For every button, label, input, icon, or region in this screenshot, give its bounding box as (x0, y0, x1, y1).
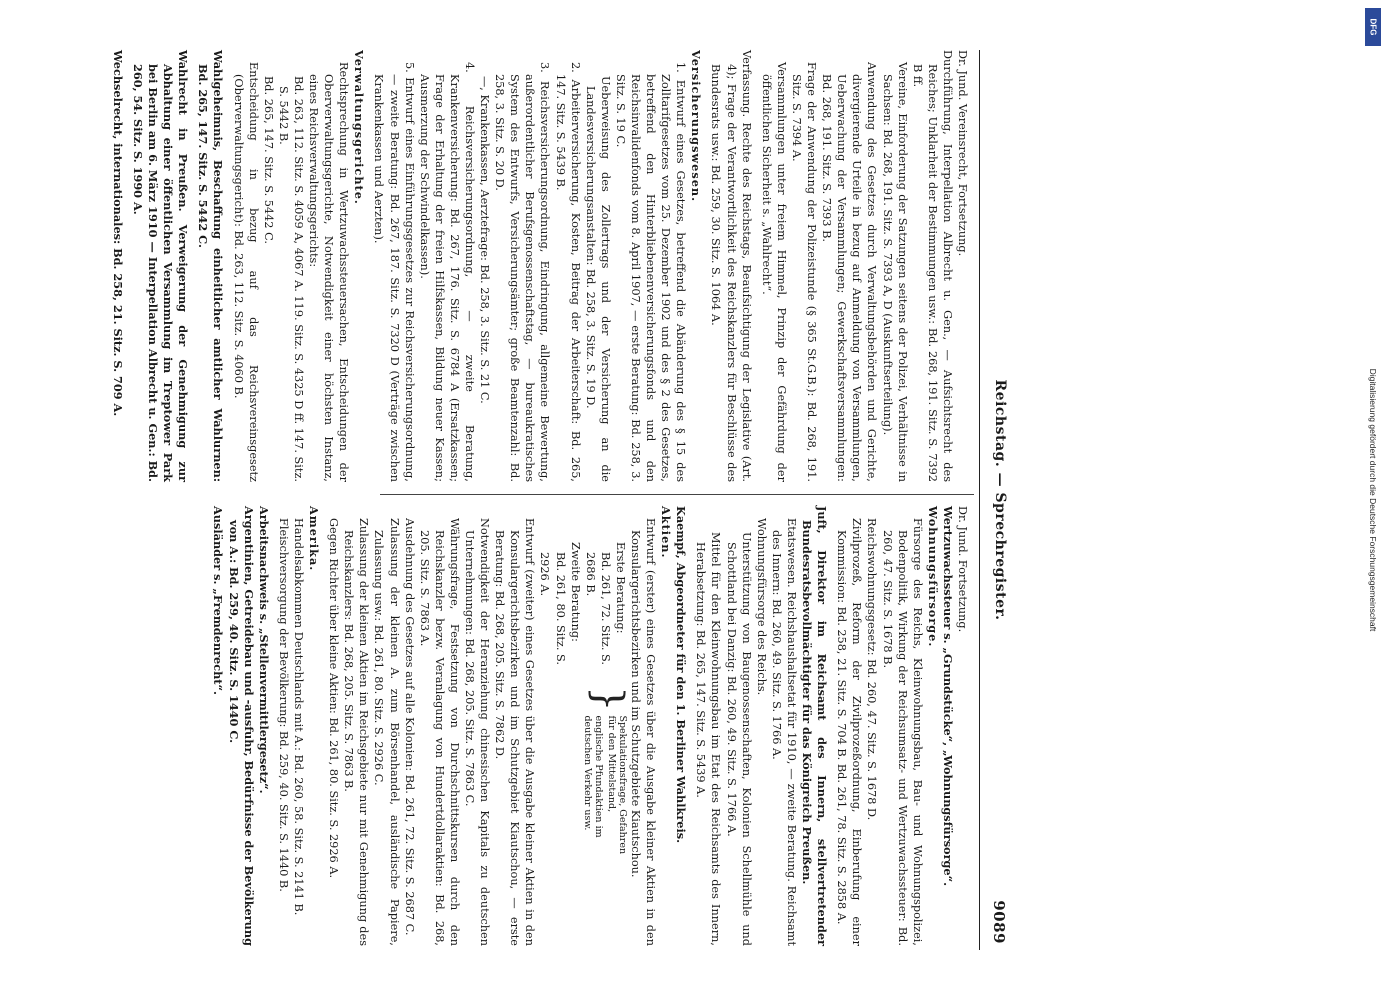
register-heading: Verwaltungsgerichte. (352, 50, 367, 205)
register-entry: Argentinien, Getreidebau und -ausfuhr, Bedürfnisse der Bevölkerung von A.: Bd. 259, 40. Sitz. S. 1440 C. (226, 506, 256, 946)
register-entry: Ausdehnung des Gesetzes auf alle Kolonien: Bd. 261, 72. Sitz. S. 2687 C. (402, 518, 416, 936)
speaker-entry: Juft, Direktor im Reichsamt des Innern, stellvertretender Bundesratsbevollmächtigter für das Königreich Preußen. (800, 506, 830, 946)
curly-brace-icon: } (584, 686, 631, 712)
register-entry: Ueberweisung des Zollertrags und der Versicherung an die Landesversicherungsanstalten: Bd. 258, 3. Sitz. S. 19 D. (583, 76, 612, 482)
dfg-logo (1365, 8, 1381, 46)
speaker-entry: Kaempf, Abgeordneter für den 1. Berliner Wahlkreis. (674, 506, 689, 844)
reading-list (537, 542, 628, 682)
right-column (210, 506, 970, 946)
register-entry: Notwendigkeit der Heranziehung chinesischen Kapitals zu deutschen Unternehmungen: Bd. 268, 205. Sitz. S. 7863 C. (463, 518, 492, 946)
register-entry: Anwendung des Gesetzes durch Verwaltungsbehörden und Gerichte, divergierende Urteile in bezug auf Anmeldung von Versammlungen, Ueberwachung der Versammlungen; Gewerkschaftsversammlungen: Bd. 268, 191. Sitz. S. 7393 B. (820, 62, 879, 482)
register-entry: Gegen Richter über kleine Aktien: Bd. 261, 80. Sitz. S. 2926 A. (327, 518, 341, 879)
first-reading-label: Erste Beratung: (613, 542, 627, 634)
register-heading: Aktien. (659, 506, 674, 559)
right-speaker-line: Dr. Jund. Fortsetzung. (956, 506, 969, 633)
rotated-page (110, 50, 1012, 950)
register-entry: Mittel für den Kleinwohnungsbau im Etat des Reichsamts des Innern, Herabsetzung: Bd. 265, 147. Sitz. S. 5439 A. (694, 532, 723, 946)
register-entry: 5. Entwurf eines Einführungsgesetzes zur Reichsversicherungsordnung, — zweite Beratung: Bd. 267, 187. Sitz. S. 7320 D (Verträge zwischen Krankenkassen und Aerzten). (372, 62, 416, 482)
register-entry: Entwurf (zweiter) eines Gesetzes über die Ausgabe kleiner Aktien in den Konsulargerichtsbezirken und im Schutzgebiet Kiautschou, — erste Beratung: Bd. 268, 205. Sitz. S. 7862 D. (493, 518, 537, 946)
register-entry: Bd. 265, 147. Sitz. S. 5442 C. (261, 76, 275, 244)
register-entry: Bd. 263, 112. Sitz. S. 4059 A, 4067 A. 119. Sitz. S. 4325 D ff. 147. Sitz. S. 5442 B. (276, 76, 305, 482)
register-entry: Rechtsprechung in Wertzuwachssteuersachen, Entscheidungen der Oberverwaltungsgerichte, Notwendigkeit einer höchsten Instanz, eines Reichsverwaltungsgerichts: (307, 62, 351, 482)
register-entry: Zulassung der kleinen A. zum Börsenhandel, ausländische Papiere, Zulassung usw.: Bd. 261, 80. Sitz. S. 2926 C. (372, 518, 401, 946)
register-entry: Wahlgeheimnis, Beschaffung einheitlicher amtlicher Wahlurnen: Bd. 265, 147. Sitz. S. 5442 C. (196, 50, 226, 482)
register-entry: Frage der Anwendung der Polizeistunde (§ 365 St.G.B.): Bd. 268, 191. Sitz. S. 7394 A. (789, 62, 819, 482)
column-divider (380, 494, 974, 495)
reading-brace-group (537, 506, 631, 946)
register-entry: Reichswohnungsgesetz: Bd. 260, 47. Sitz. S. 1678 D. (865, 518, 879, 821)
brace-note: Spekulationsfrage, Gefahren für den Mittelstand, (605, 715, 628, 855)
register-entry: Etatswesen. Reichshaushaltsetat für 1910, — zweite Beratung. Reichsamt des Innern: Bd. 260, 49. Sitz. S. 1766 A. (769, 518, 798, 946)
register-entry: Fürsorge des Reichs, Kleinwohnungsbau, Bau- und Wohnungspolizei, Bodenpolitik, Wirkung der Reichsumsatz- und Wertzuwachssteuer: Bd. 260, 47. Sitz. S. 1678 B. (880, 518, 924, 946)
register-entry: 3. Reichsversicherungsordnung, Eindringung, allgemeine Bewertung, außerordentlicher Berufsgenossenschaftstag, — bureaukratisches System des Entwurfs, Versicherungsämter; große Beamtenzahl: Bd. 258, 3. Sitz. S. 20 D. (493, 62, 552, 482)
register-entry: Versammlungen unter freiem Himmel, Prinzip der Gefährdung der öffentlichen Sicherheit s. „Wahlrecht“. (759, 62, 788, 482)
register-entry: —, Krankenkassen, Aerztefrage: Bd. 258, 3. Sitz. S. 21 C. (478, 76, 492, 404)
register-entry: Ausländer s. „Fremdenrecht“. (211, 506, 226, 695)
register-entry: Wohnungsfürsorge des Reichs. (754, 518, 768, 696)
second-reading-label: Zweite Beratung: (568, 542, 582, 642)
dfg-logo-text: DFG (1368, 18, 1378, 36)
register-entry: Wahlrecht in Preußen. Verweigerung der Genehmigung zur Abhaltung einer öffentlichen Versammlung im Treptower Park bei Berlin am 6. März 1910 — Interpellation Albrecht u. Gen.: Bd. 260, 54. Sitz. S. 1990 A. (131, 50, 191, 482)
register-entry: Wertzuwachssteuer s. „Grundstücke“, „Wohnungsfürsorge“. (940, 506, 955, 887)
digitization-credit (1366, 150, 1380, 850)
register-entry: Entwurf (erster) eines Gesetzes über die Ausgabe kleiner Aktien in den Konsulargerichtsbezirken und im Schutzgebiete Kiautschou. (629, 518, 658, 946)
register-entry: Verfassung. Rechte des Reichstags, Beaufsichtigung der Legislative (Art. 4); Frage der Verantwortlichkeit des Reichskanzlers für Beschlüsse des Bundesrats usw.: Bd. 259, 30. Sitz. S. 1064 A. (709, 50, 753, 482)
header-rule (979, 50, 980, 950)
register-entry: Handelsabkommen Deutschlands mit A.: Bd. 260, 58. Sitz. S. 2141 B. (291, 518, 305, 916)
register-entry: Zivilprozeß, Reform der Zivilprozeßordnung, Einberufung einer Kommission: Bd. 258, 21. Sitz. S. 704 B. Bd. 261, 78. Sitz. S. 2858 A. (835, 518, 864, 946)
register-heading: Amerika. (307, 506, 322, 572)
page-header-title: Reichstag. — Sprechregister. (992, 379, 1008, 621)
register-heading: Versicherungswesen. (689, 50, 704, 203)
register-entry: Vereine, Einforderung der Satzungen seitens der Polizei, Verhältnisse in Sachsen: Bd. 268, 191. Sitz. S. 7393 A, D (Auskunftserteilung). (880, 62, 909, 482)
register-entry: Entscheidung in bezug auf das Reichsvereinsgesetz (Oberverwaltungsgericht): Bd. 263, 112. Sitz. S. 4060 B. (231, 62, 260, 482)
register-entry: Währungsfrage, Festsetzung von Durchschnittskursen durch den Reichskanzler bezw. Veranlagung von Hundertdollaraktien: Bd. 268, 205. Sitz. S. 7863 A. (417, 518, 461, 946)
register-entry: 4. Reichsversicherungsordnung, — zweite Beratung, Krankenversicherung: Bd. 267, 176. Sitz. S. 6784 A (Ersatzkassen; Frage der Erhaltung der freien Hilfskassen, Bildung neuer Kassen; Ausmerzung der Schwindelkassen). (417, 62, 476, 482)
left-column (110, 50, 970, 482)
page-number: 9089 (990, 900, 1008, 944)
register-heading: Wohnungsfürsorge. (925, 506, 940, 648)
register-entry: Fleischversorgung der Bevölkerung: Bd. 259, 40. Sitz. S. 1440 B. (276, 518, 290, 892)
register-entry: 2. Arbeiterversicherung, Kosten, Beitrag der Arbeiterschaft: Bd. 265, 147. Sitz. S. 5439 B. (553, 62, 582, 482)
brace-notes (580, 715, 628, 865)
register-entry: Arbeitsnachweis s. „Stellenvermittlergesetz“. (256, 506, 271, 794)
left-speaker-line: Dr. Jund. Vereinsrecht, Fortsetzung. (956, 50, 969, 257)
register-entry: Unterstützung von Baugenossenschaften, Kolonien Schellmühle und Schottland bei Danzig: Bd. 260, 49. Sitz. S. 1766 A. (724, 532, 753, 946)
brace-note: englische Pfundaktien im deutschen Verkehr usw. (581, 715, 604, 838)
register-entry: Zulassung der kleinen Aktien im Reichsgebiete nur mit Genehmigung des Reichskanzlers: Bd. 268, 205. Sitz. S. 7863 B. (342, 518, 371, 946)
register-entry: Durchführung, Interpellation Albrecht u. Gen., — Aufsichtsrecht des Reiches; Unklarheit der Bestimmungen usw.: Bd. 268, 191. Sitz. S. 7392 B ff. (910, 50, 954, 482)
digitization-credit-text: Digitalisierung gefördert durch die Deutsche Forschungsgemeinschaft (1368, 368, 1378, 632)
first-reading-ref: Bd. 261, 72. Sitz. S. 2686 B. (583, 552, 612, 665)
register-entry: Wechselrecht, internationales: Bd. 258, 21. Sitz. S. 709 A. (110, 50, 125, 417)
register-entry: 1. Entwurf eines Gesetzes, betreffend die Abänderung des § 15 des Zolltarifgesetzes vom 25. Dezember 1902 und des § 2 des Gesetzes, betreffend den Hinterbliebenenversicherungsfonds und den Reichsinvalidenfonds vom 8. April 1907, — erste Beratung: Bd. 258, 3. Sitz. S. 19 C. (613, 62, 688, 482)
second-reading-ref: Bd. 261, 80. Sitz. S. 2926 A. (538, 552, 567, 665)
